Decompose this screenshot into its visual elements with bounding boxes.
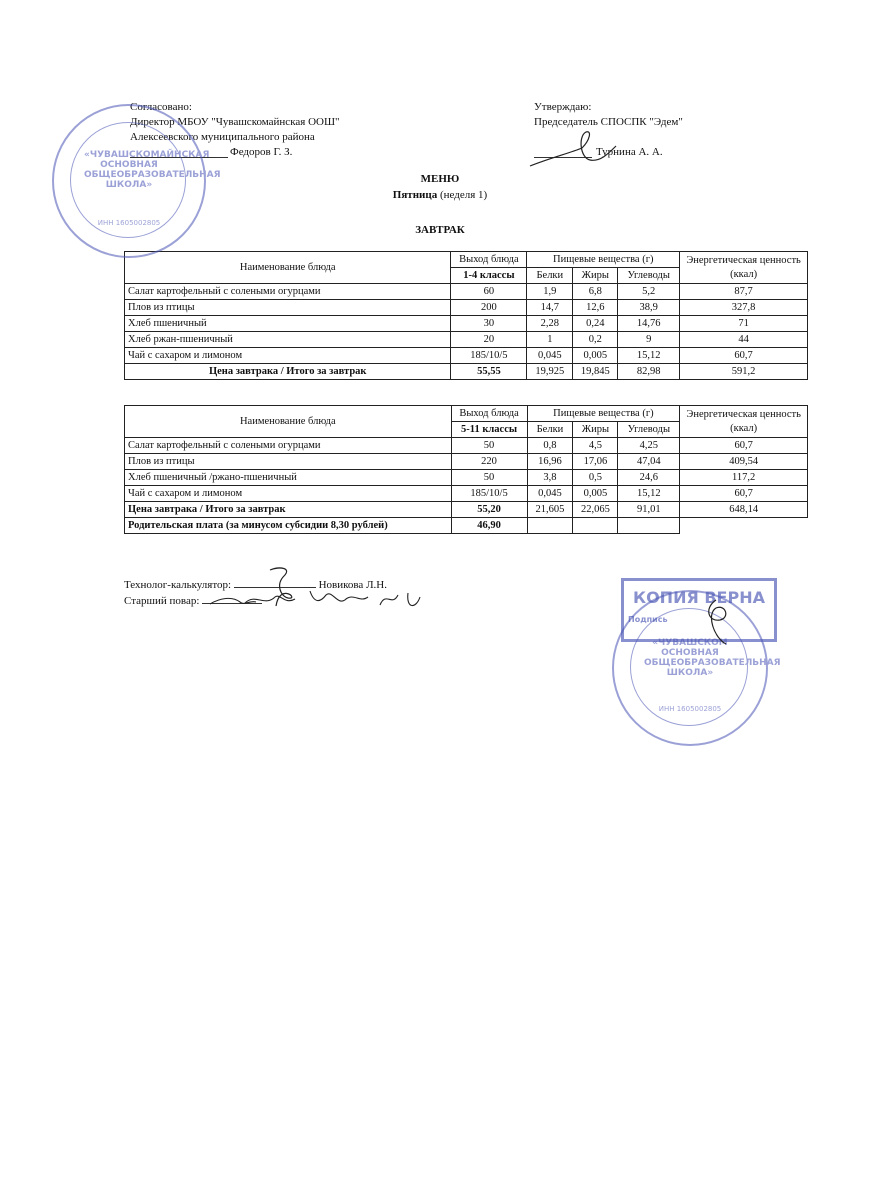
parent-fee-label: Родительская плата (за минусом субсидии 8,30 рублей) bbox=[125, 518, 452, 534]
dish-carbs: 15,12 bbox=[618, 348, 680, 364]
total-row bbox=[125, 502, 808, 518]
copy-stamp-signature bbox=[686, 594, 746, 654]
header-class-group: 1-4 классы bbox=[451, 268, 527, 284]
dish-carbs: 24,6 bbox=[618, 470, 680, 486]
table-row bbox=[125, 486, 808, 502]
dish-name: Хлеб пшеничный /ржано-пшеничный bbox=[125, 470, 452, 486]
technologist-label: Технолог-калькулятор: bbox=[124, 579, 232, 591]
district-name: Алексеевского муниципального района bbox=[130, 131, 315, 143]
dish-yield: 185/10/5 bbox=[451, 486, 527, 502]
header-class-group: 5-11 классы bbox=[451, 422, 527, 438]
dish-proteins: 16,96 bbox=[527, 454, 573, 470]
header-fats: Жиры bbox=[573, 422, 618, 438]
menu-week: (неделя 1) bbox=[439, 189, 488, 201]
dish-kcal: 409,54 bbox=[680, 454, 808, 470]
dish-proteins: 1 bbox=[527, 332, 573, 348]
total-proteins: 21,605 bbox=[527, 502, 573, 518]
meal-title: ЗАВТРАК bbox=[415, 224, 465, 236]
chairman-title: Председатель СПОСПК "Эдем" bbox=[534, 116, 683, 128]
dish-yield: 185/10/5 bbox=[451, 348, 527, 364]
dish-fats: 4,5 bbox=[573, 438, 618, 454]
total-price: 55,55 bbox=[451, 364, 527, 380]
dish-yield: 50 bbox=[451, 470, 527, 486]
parent-fee-row bbox=[125, 518, 808, 534]
dish-proteins: 0,045 bbox=[527, 486, 573, 502]
dish-kcal: 60,7 bbox=[680, 438, 808, 454]
dish-carbs: 47,04 bbox=[618, 454, 680, 470]
menu-day bbox=[360, 189, 520, 201]
dish-fats: 17,06 bbox=[573, 454, 618, 470]
technologist-name: Новикова Л.Н. bbox=[318, 579, 387, 591]
copy-sign-text: Подпись bbox=[628, 615, 668, 624]
dish-name: Салат картофельный с солеными огурцами bbox=[125, 284, 451, 300]
table-row bbox=[125, 470, 808, 486]
dish-kcal: 60,7 bbox=[680, 348, 808, 364]
dish-fats: 0,005 bbox=[573, 486, 618, 502]
total-label: Цена завтрака / Итого за завтрак bbox=[125, 364, 451, 380]
stamp-inn: ИНН 1605002805 bbox=[97, 219, 161, 227]
dish-kcal: 44 bbox=[680, 332, 808, 348]
total-label: Цена завтрака / Итого за завтрак bbox=[125, 502, 452, 518]
dish-carbs: 38,9 bbox=[618, 300, 680, 316]
menu-table-primary bbox=[124, 251, 808, 380]
dish-name: Плов из птицы bbox=[125, 454, 452, 470]
stamp-school-name: «ЧУВАШСКОМ ОСНОВНАЯ ОБЩЕОБРАЗОВАТЕЛЬНАЯ ШКОЛА» bbox=[644, 638, 781, 678]
chairman-signature bbox=[520, 118, 630, 178]
dish-carbs: 5,2 bbox=[618, 284, 680, 300]
dish-yield: 20 bbox=[451, 332, 527, 348]
dish-kcal: 327,8 bbox=[680, 300, 808, 316]
dish-proteins: 3,8 bbox=[527, 470, 573, 486]
director-title: Директор МБОУ "Чувашскомайнская ООШ" bbox=[130, 116, 340, 128]
dish-name: Салат картофельный с солеными огурцами bbox=[125, 438, 452, 454]
table-row bbox=[125, 438, 808, 454]
chairman-name-text: Турнина А. А. bbox=[596, 146, 663, 158]
header-dish-name: Наименование блюда bbox=[125, 252, 451, 284]
director-name-text: Федоров Г. З. bbox=[230, 146, 293, 158]
dish-yield: 50 bbox=[451, 438, 527, 454]
dish-kcal: 117,2 bbox=[680, 470, 808, 486]
dish-carbs: 14,76 bbox=[618, 316, 680, 332]
dish-proteins: 1,9 bbox=[527, 284, 573, 300]
dish-fats: 12,6 bbox=[573, 300, 618, 316]
dish-fats: 0,2 bbox=[573, 332, 618, 348]
dish-fats: 6,8 bbox=[573, 284, 618, 300]
header-yield: Выход блюда bbox=[451, 252, 527, 268]
dish-carbs: 4,25 bbox=[618, 438, 680, 454]
header-proteins: Белки bbox=[527, 422, 573, 438]
dish-proteins: 14,7 bbox=[527, 300, 573, 316]
empty-cell bbox=[618, 518, 680, 534]
total-row bbox=[125, 364, 808, 380]
dish-fats: 0,005 bbox=[573, 348, 618, 364]
dish-fats: 0,5 bbox=[573, 470, 618, 486]
table-row bbox=[125, 300, 808, 316]
total-carbs: 82,98 bbox=[618, 364, 680, 380]
approval-label: Согласовано: bbox=[130, 101, 192, 113]
menu-title: МЕНЮ bbox=[420, 173, 460, 185]
header-yield: Выход блюда bbox=[451, 406, 527, 422]
dish-name: Чай с сахаром и лимоном bbox=[125, 348, 451, 364]
total-fats: 22,065 bbox=[573, 502, 618, 518]
dish-proteins: 0,045 bbox=[527, 348, 573, 364]
school-stamp-left bbox=[52, 104, 221, 258]
header-carbs: Углеводы bbox=[618, 422, 680, 438]
dish-carbs: 15,12 bbox=[618, 486, 680, 502]
dish-carbs: 9 bbox=[618, 332, 680, 348]
empty-cell bbox=[680, 518, 808, 534]
empty-cell bbox=[573, 518, 618, 534]
header-carbs: Углеводы bbox=[618, 268, 680, 284]
dish-yield: 60 bbox=[451, 284, 527, 300]
table-row bbox=[125, 316, 808, 332]
menu-table-secondary bbox=[124, 405, 808, 534]
total-carbs: 91,01 bbox=[618, 502, 680, 518]
parent-fee-value: 46,90 bbox=[451, 518, 527, 534]
dish-name: Плов из птицы bbox=[125, 300, 451, 316]
chef-signature bbox=[240, 585, 440, 615]
total-kcal: 591,2 bbox=[680, 364, 808, 380]
dish-yield: 200 bbox=[451, 300, 527, 316]
total-proteins: 19,925 bbox=[527, 364, 573, 380]
table-row bbox=[125, 332, 808, 348]
stamp-inn: ИНН 1605002805 bbox=[658, 705, 722, 713]
stamp-school-name: «ЧУВАШСКОМАЙНСКАЯ ОСНОВНАЯ ОБЩЕОБРАЗОВАТЕЛЬНАЯ ШКОЛА» bbox=[84, 150, 221, 190]
header-proteins: Белки bbox=[527, 268, 573, 284]
table-row bbox=[125, 284, 808, 300]
header-nutrients: Пищевые вещества (г) bbox=[527, 252, 680, 268]
dish-kcal: 87,7 bbox=[680, 284, 808, 300]
header-dish-name: Наименование блюда bbox=[125, 406, 452, 438]
dish-kcal: 71 bbox=[680, 316, 808, 332]
dish-proteins: 2,28 bbox=[527, 316, 573, 332]
dish-yield: 220 bbox=[451, 454, 527, 470]
empty-cell bbox=[527, 518, 573, 534]
dish-fats: 0,24 bbox=[573, 316, 618, 332]
chef-label: Старший повар: bbox=[124, 595, 200, 607]
header-energy: Энергетическая ценность (ккал) bbox=[680, 252, 808, 284]
total-kcal: 648,14 bbox=[680, 502, 808, 518]
header-energy: Энергетическая ценность (ккал) bbox=[680, 406, 808, 438]
dish-name: Хлеб пшеничный bbox=[125, 316, 451, 332]
header-fats: Жиры bbox=[573, 268, 618, 284]
copy-true-text: КОПИЯ ВЕРНА bbox=[633, 588, 765, 607]
table-row bbox=[125, 454, 808, 470]
total-fats: 19,845 bbox=[573, 364, 618, 380]
dish-name: Чай с сахаром и лимоном bbox=[125, 486, 452, 502]
confirm-label: Утверждаю: bbox=[534, 101, 592, 113]
table-row bbox=[125, 348, 808, 364]
dish-proteins: 0,8 bbox=[527, 438, 573, 454]
dish-yield: 30 bbox=[451, 316, 527, 332]
dish-name: Хлеб ржан-пшеничный bbox=[125, 332, 451, 348]
menu-day-name: Пятница bbox=[392, 189, 438, 201]
header-nutrients: Пищевые вещества (г) bbox=[527, 406, 680, 422]
total-price: 55,20 bbox=[451, 502, 527, 518]
dish-kcal: 60,7 bbox=[680, 486, 808, 502]
